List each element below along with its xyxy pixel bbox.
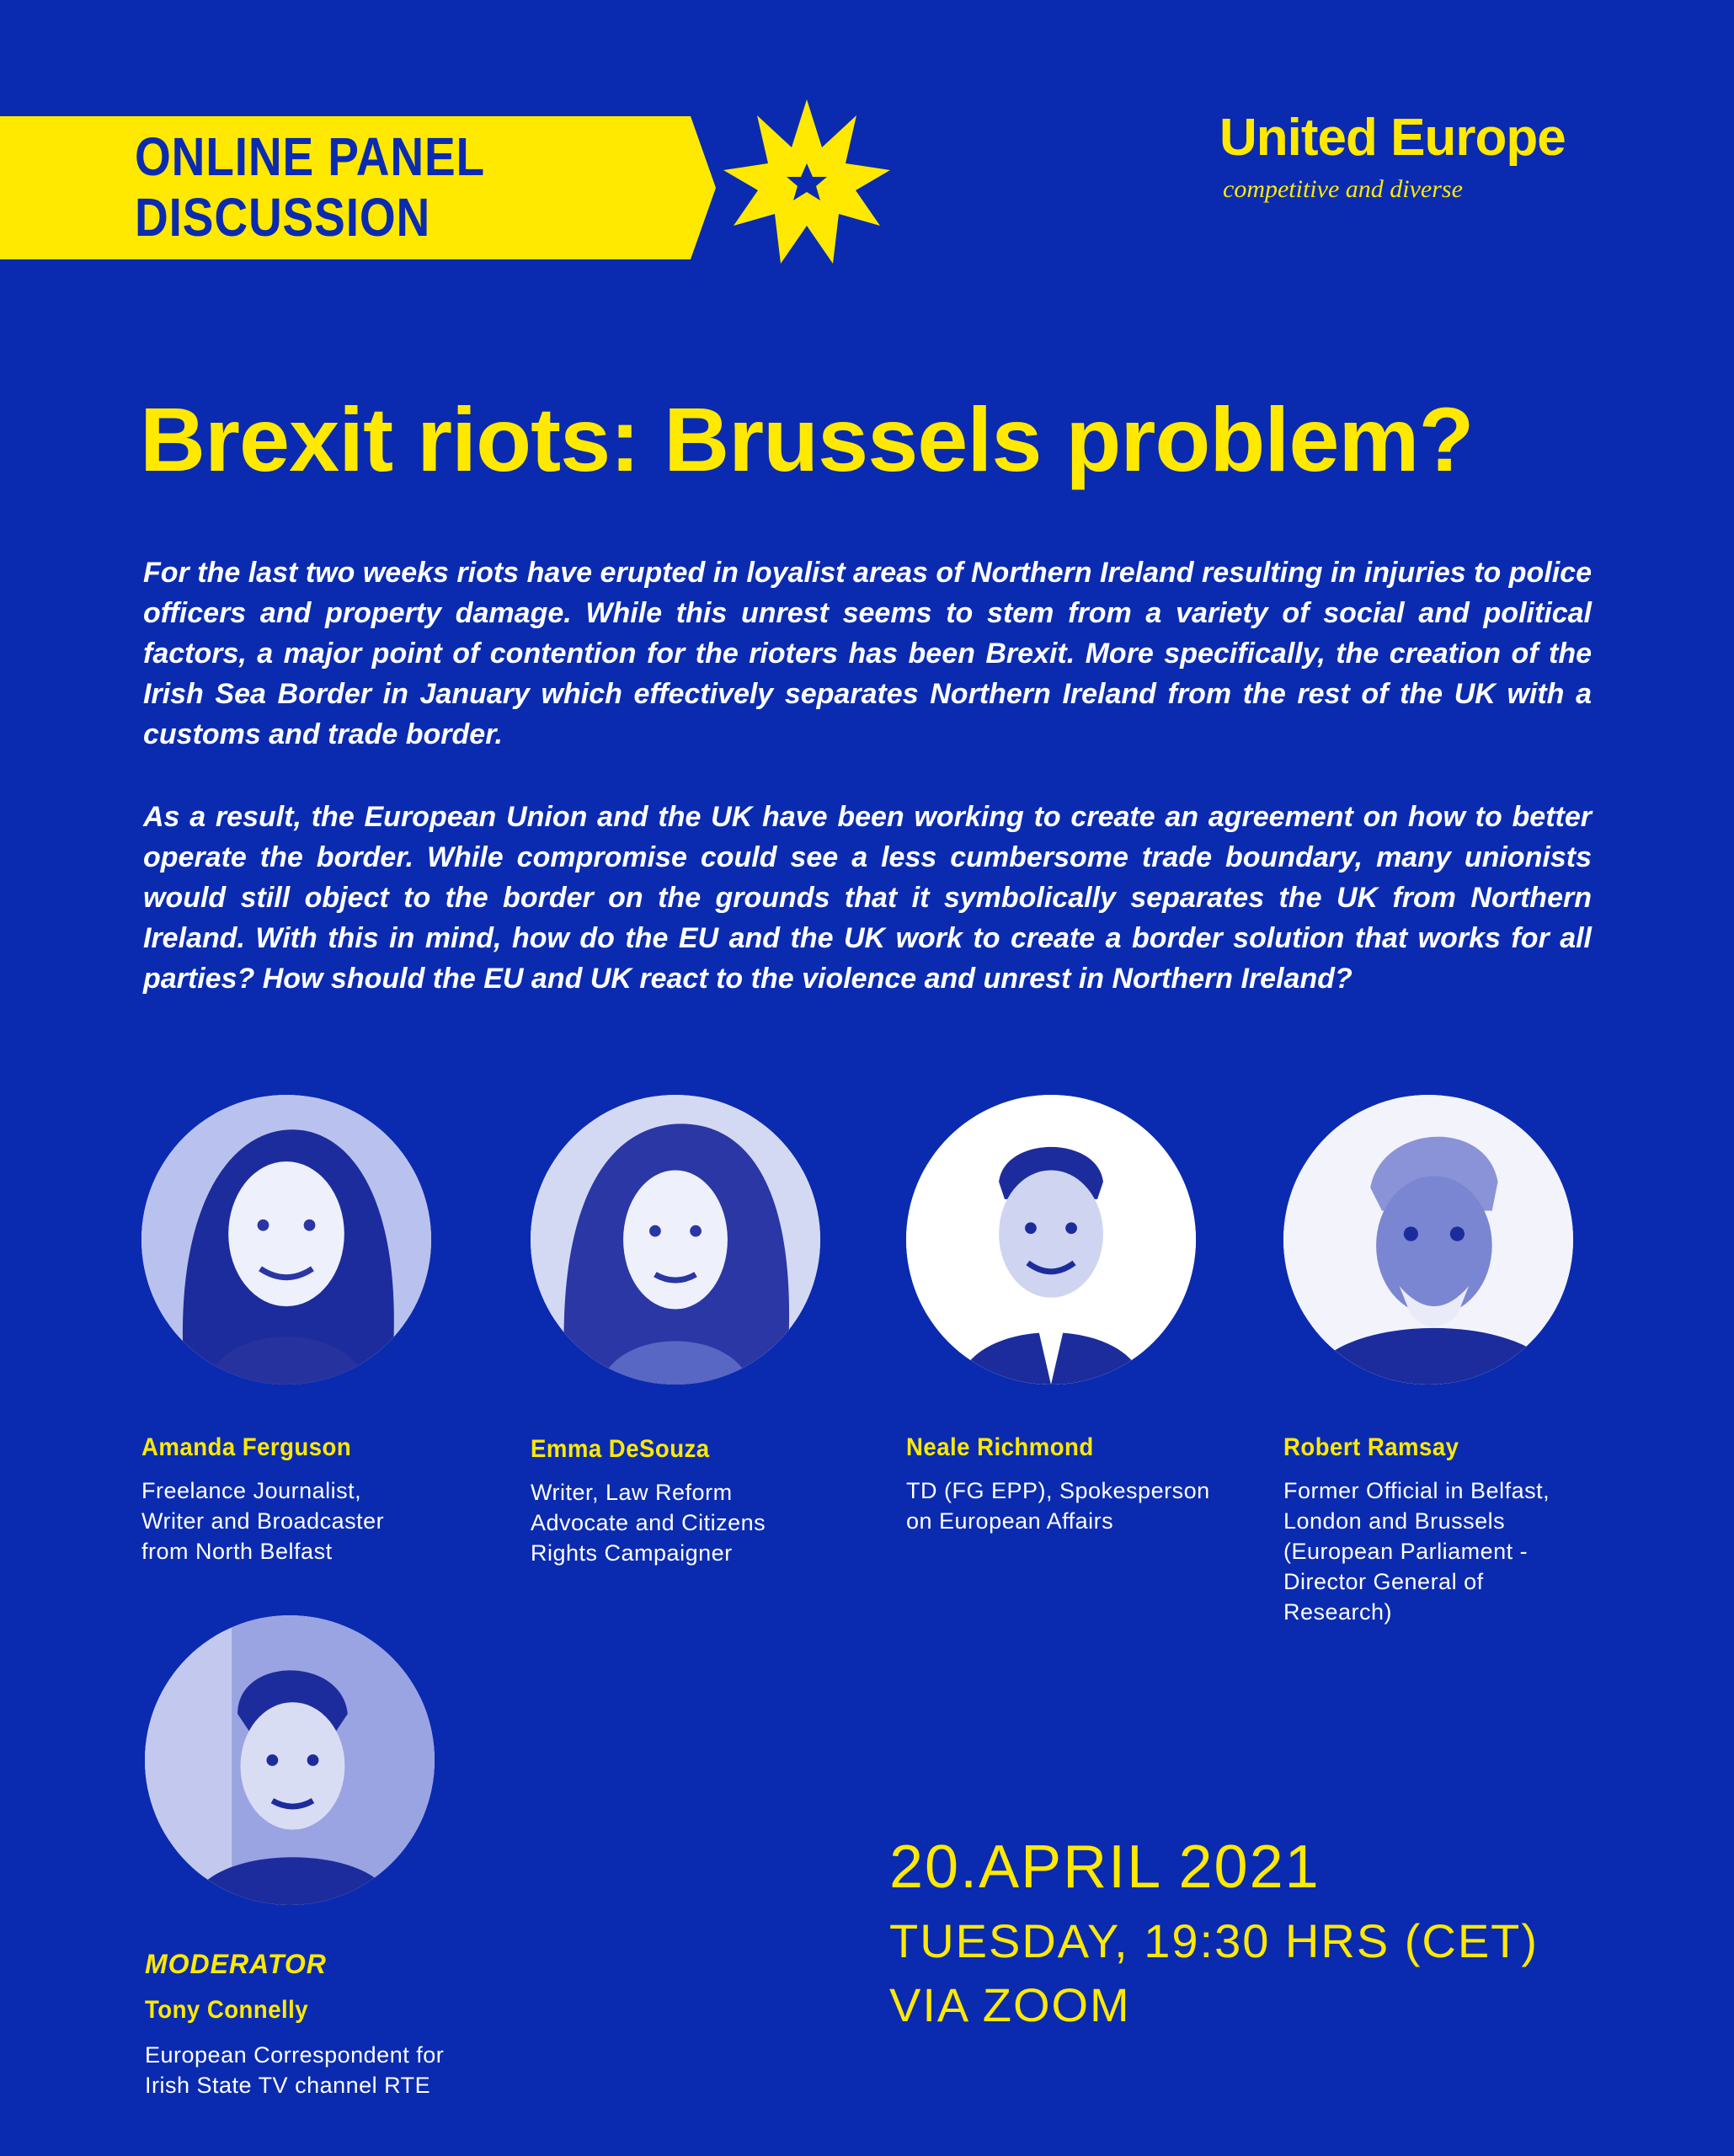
event-venue: VIA ZOOM (889, 1978, 1131, 2031)
speaker-photo-neale (906, 1095, 1196, 1385)
star-logo-icon (723, 99, 891, 268)
speaker-name: Amanda Ferguson (141, 1433, 352, 1461)
question-paragraph: As a result, the European Union and the UK have been working to create an agreement on how to better operate the border. While compromise could see a less cumbersome trade boundary, many unionists would still object to the border on the grounds that it symbolically separates the UK from Northern Ireland. With this in mind, how do the EU and the UK work to create a border solution that works for all parties? How should the EU and UK react to the violence and unrest in Northern Ireland? (143, 801, 1592, 995)
intro-paragraph: For the last two weeks riots have erupted in loyalist areas of Northern Ireland resulting in injuries to police officers and property damage. While this unrest seems to stem from a variety of social and political factors, a major point of contention for the rioters has been Brexit. More specifically, the creation of the Irish Sea Border in January which effectively separates Northern Ireland from the rest of the UK with a customs and trade border. (143, 557, 1592, 750)
speaker-role: Freelance Journalist, Writer and Broadcaster from North Belfast (141, 1478, 385, 1564)
event-time: TUESDAY, 19:30 HRS (CET) (889, 1914, 1539, 1967)
speaker-name: Robert Ramsay (1283, 1433, 1459, 1461)
speaker-role: Former Official in Belfast, London and Brussels (European Parliament - Director General of Research) (1283, 1478, 1550, 1625)
moderator-role: European Correspondent for Irish State TV channel RTE (145, 2042, 445, 2098)
speaker-role: TD (FG EPP), Spokesperson on European Affairs (906, 1478, 1210, 1534)
speaker-photo-amanda (141, 1095, 431, 1385)
event-type-label: ONLINE PANEL DISCUSSION (135, 126, 485, 248)
speaker-photo-emma (531, 1095, 820, 1385)
speaker-name: Emma DeSouza (531, 1435, 710, 1463)
page-title: Brexit riots: Brussels problem? (140, 388, 1474, 490)
brand-name: United Europe (1219, 109, 1566, 167)
brand-tagline: competitive and diverse (1223, 175, 1463, 203)
moderator-label: MODERATOR (145, 1949, 327, 1979)
moderator-name: Tony Connelly (145, 1996, 309, 2024)
speaker-role: Writer, Law Reform Advocate and Citizens Rights Campaigner (531, 1480, 766, 1566)
speaker-photo-robert (1283, 1095, 1573, 1385)
speaker-name: Neale Richmond (906, 1433, 1094, 1461)
moderator-photo (145, 1615, 435, 1905)
event-date: 20.APRIL 2021 (889, 1833, 1321, 1901)
